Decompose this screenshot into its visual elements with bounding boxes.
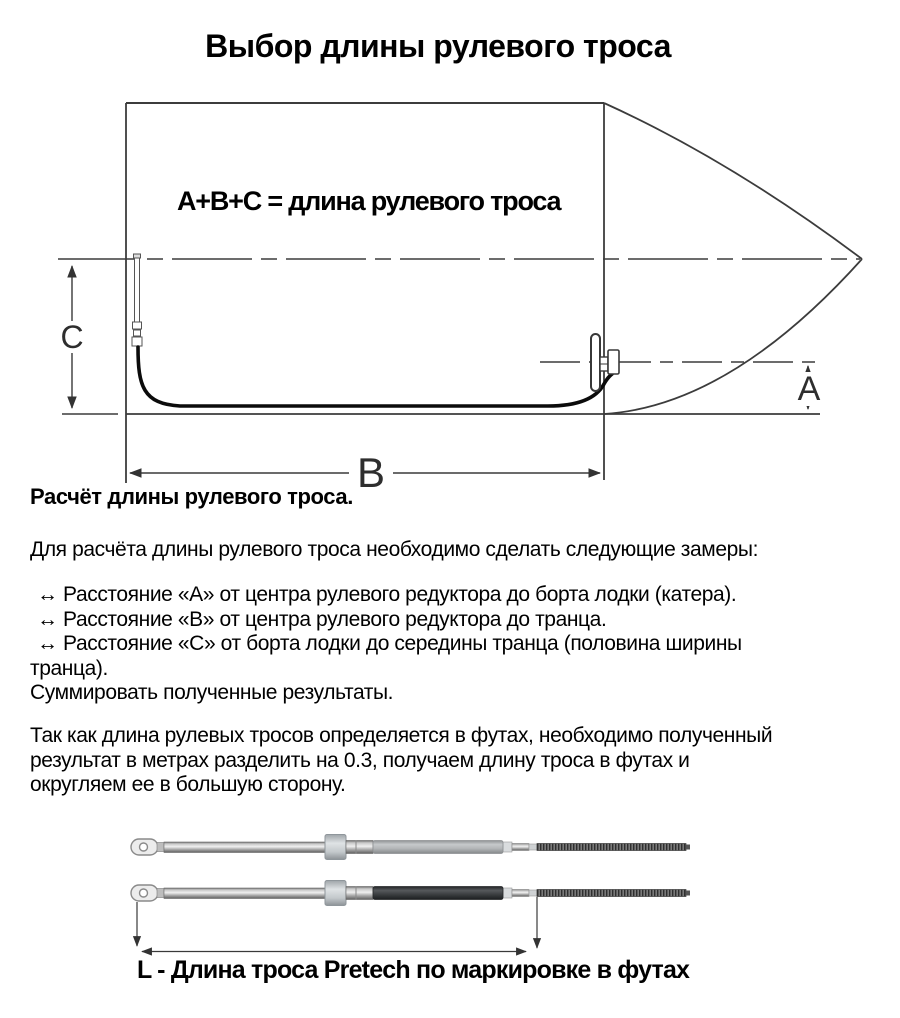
dim-b-letter: B [349, 452, 393, 494]
formula-label: А+В+С = длина рулевого троса [177, 186, 561, 216]
routed-cable [138, 347, 612, 406]
measure-line-b: ↔ Расстояние «В» от центра рулевого редуктора до транца. [37, 607, 607, 631]
conversion-line-1: Так как длина рулевых тросов определяется в футах, необходимо полученный [30, 724, 773, 747]
measure-line-c: ↔ Расстояние «С» от борта лодки до середины транца (половина ширины [37, 632, 742, 655]
calc-intro: Для расчёта длины рулевого троса необходимо сделать следующие замеры: [30, 538, 759, 561]
cable-image-top [131, 835, 690, 860]
conversion-line-2: результат в метрах разделить на 0.3, получаем длину троса в футах и [30, 748, 690, 772]
stern-cable-end [132, 254, 142, 346]
dim-a-letter: A [797, 370, 821, 408]
dimension-lines [72, 266, 808, 473]
bow-bottom-arc [604, 259, 862, 414]
cable-sleeve-light [373, 841, 503, 854]
feet-conversion-paragraph [30, 724, 772, 798]
sum-results-line: Суммировать полученные результаты. [30, 681, 394, 704]
measure-line-c-wrap: транца). [30, 656, 108, 680]
cable-sleeve-dark [373, 887, 503, 900]
conversion-line-3: округляем ее в большую сторону. [30, 773, 346, 796]
measurement-list [30, 583, 742, 706]
bow-top-arc [604, 103, 862, 259]
measure-line-a: ↔ Расстояние «А» от центра рулевого редуктора до борта лодки (катера). [37, 583, 737, 606]
cable-image-bottom [131, 881, 690, 906]
boat-outline [58, 103, 862, 483]
calc-heading: Расчёт длины рулевого троса. [30, 484, 353, 509]
page-title: Выбор длины рулевого троса [205, 28, 671, 64]
dim-c-letter: C [54, 321, 90, 353]
cable-length-label: L - Длина троса Pretech по маркировке в футах [137, 956, 690, 984]
